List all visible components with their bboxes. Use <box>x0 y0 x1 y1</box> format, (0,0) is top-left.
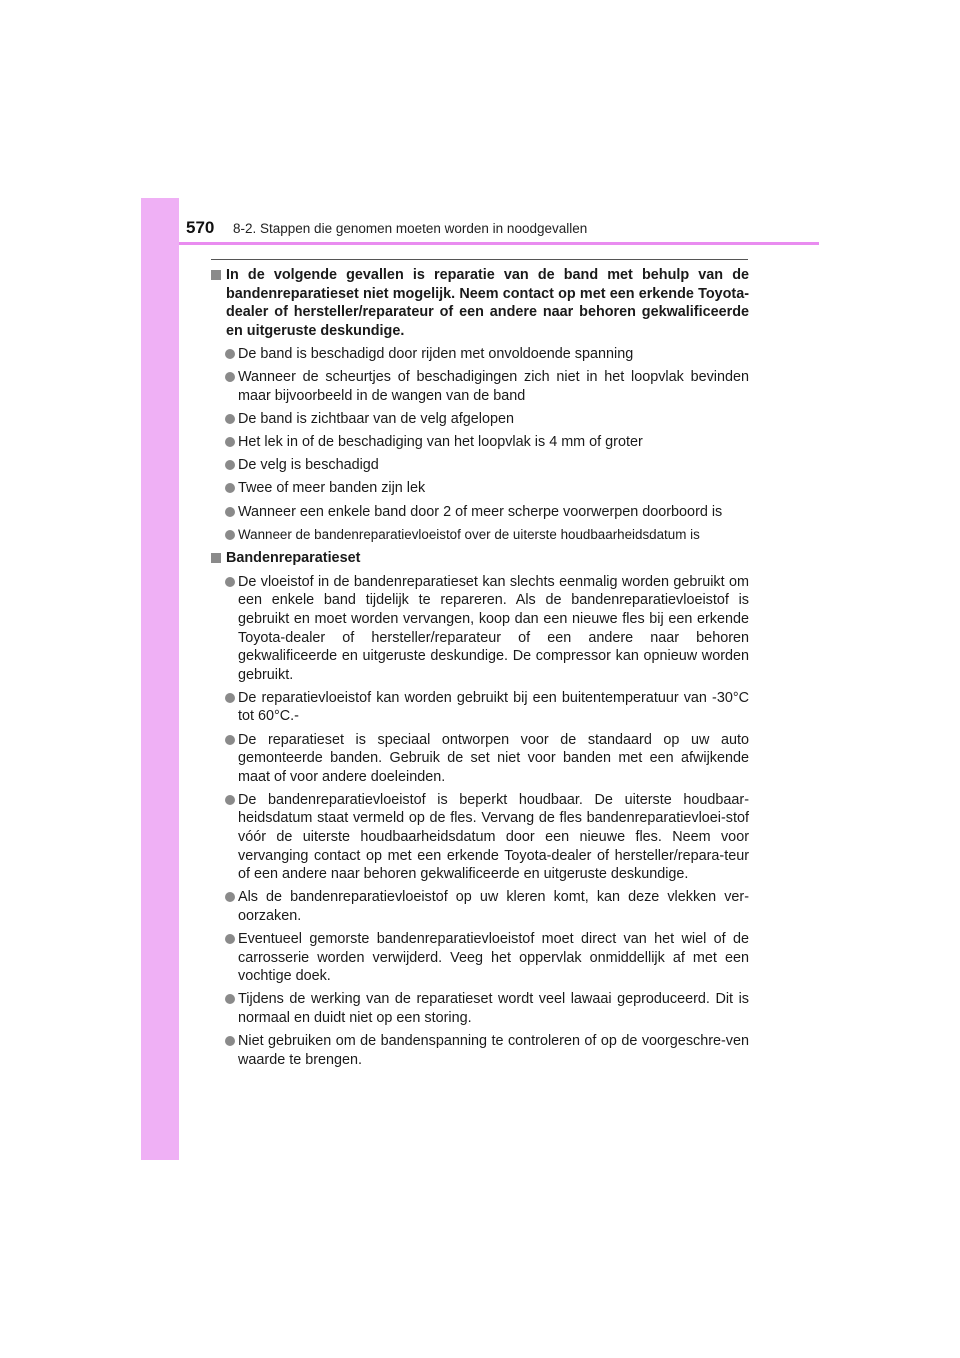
round-bullet-icon <box>225 414 235 424</box>
list-item: Het lek in of de beschadiging van het loopvlak is 4 mm of groter <box>211 433 749 452</box>
list-item: De band is zichtbaar van de velg afgelopen <box>211 410 749 429</box>
list-item: De reparatieset is speciaal ontworpen voor de standaard op uw auto gemonteerde banden. Gebruik de set niet voor banden met een afwijkende maat of voor andere doeleinden. <box>211 731 749 787</box>
section-heading <box>211 266 749 340</box>
list-item: De velg is beschadigd <box>211 456 749 475</box>
list-item: Wanneer een enkele band door 2 of meer scherpe voorwerpen doorboord is <box>211 503 749 522</box>
round-bullet-icon <box>225 530 235 540</box>
round-bullet-icon <box>225 934 235 944</box>
square-bullet-icon <box>211 270 221 280</box>
page-number: 570 <box>186 218 215 237</box>
list-item: Wanneer de bandenreparatievloeistof over de uiterste houdbaarheidsdatum is <box>211 526 749 545</box>
round-bullet-icon <box>225 892 235 902</box>
bullet-list <box>211 573 749 1069</box>
section-heading-text: In de volgende gevallen is reparatie van de band met behulp van de bandenreparatieset niet mogelijk. Neem contact op met een erkende Toyota-dealer of hersteller/reparateur of een andere naar behoren gekwalificeerde en uitgeruste deskundige. <box>226 267 749 339</box>
bullet-list <box>211 345 749 544</box>
round-bullet-icon <box>225 372 235 382</box>
page-content <box>211 266 749 1074</box>
list-item: De reparatievloeistof kan worden gebruikt bij een buitentemperatuur van -30°C tot 60°C.- <box>211 689 749 726</box>
round-bullet-icon <box>225 795 235 805</box>
square-bullet-icon <box>211 553 221 563</box>
list-item: Wanneer de scheurtjes of beschadigingen zich niet in het loopvlak bevinden maar bijvoorbeeld in de wangen van de band <box>211 368 749 405</box>
round-bullet-icon <box>225 349 235 359</box>
list-item: Niet gebruiken om de bandenspanning te controleren of op de voorgeschre-ven waarde te brengen. <box>211 1032 749 1069</box>
round-bullet-icon <box>225 507 235 517</box>
list-item: De vloeistof in de bandenreparatieset kan slechts eenmalig worden gebruikt om een enkele band tijdelijk te repareren. Als de bandenreparatievloeistof is gebruikt en moet worden vervangen, koop dan een nieuwe fles bij een erkende Toyota-dealer of hersteller/reparateur of een andere naar behoren gekwalificeerde en uitgeruste deskundige. De compressor kan opnieuw worden gebruikt. <box>211 573 749 685</box>
round-bullet-icon <box>225 483 235 493</box>
round-bullet-icon <box>225 1036 235 1046</box>
round-bullet-icon <box>225 437 235 447</box>
round-bullet-icon <box>225 577 235 587</box>
content-top-rule <box>211 259 748 260</box>
round-bullet-icon <box>225 460 235 470</box>
round-bullet-icon <box>225 693 235 703</box>
header-divider <box>179 242 819 245</box>
section-title: 8-2. Stappen die genomen moeten worden in noodgevallen <box>233 221 588 236</box>
list-item: Tijdens de werking van de reparatieset wordt veel lawaai geproduceerd. Dit is normaal en duidt niet op een storing. <box>211 990 749 1027</box>
list-item: Als de bandenreparatievloeistof op uw kleren komt, kan deze vlekken ver-oorzaken. <box>211 888 749 925</box>
list-item: Twee of meer banden zijn lek <box>211 479 749 498</box>
chapter-side-tab <box>141 198 179 1160</box>
list-item: Eventueel gemorste bandenreparatievloeistof moet direct van het wiel of de carrosserie worden verwijderd. Veeg het oppervlak onmiddellijk af met een vochtige doek. <box>211 930 749 986</box>
section-heading-text: Bandenreparatieset <box>226 550 361 567</box>
round-bullet-icon <box>225 994 235 1004</box>
round-bullet-icon <box>225 735 235 745</box>
section-heading <box>211 549 749 568</box>
list-item: De band is beschadigd door rijden met onvoldoende spanning <box>211 345 749 364</box>
list-item: De bandenreparatievloeistof is beperkt houdbaar. De uiterste houdbaar-heidsdatum staat vermeld op de fles. Vervang de fles bandenreparatievloei-stof vóór de uiterste houdbaarheidsdatum door een nieuwe fles. Neem voor vervanging contact op met een erkende Toyota-dealer of hersteller/repara-teur of een andere naar behoren gekwalificeerde en uitgeruste deskundige. <box>211 791 749 884</box>
